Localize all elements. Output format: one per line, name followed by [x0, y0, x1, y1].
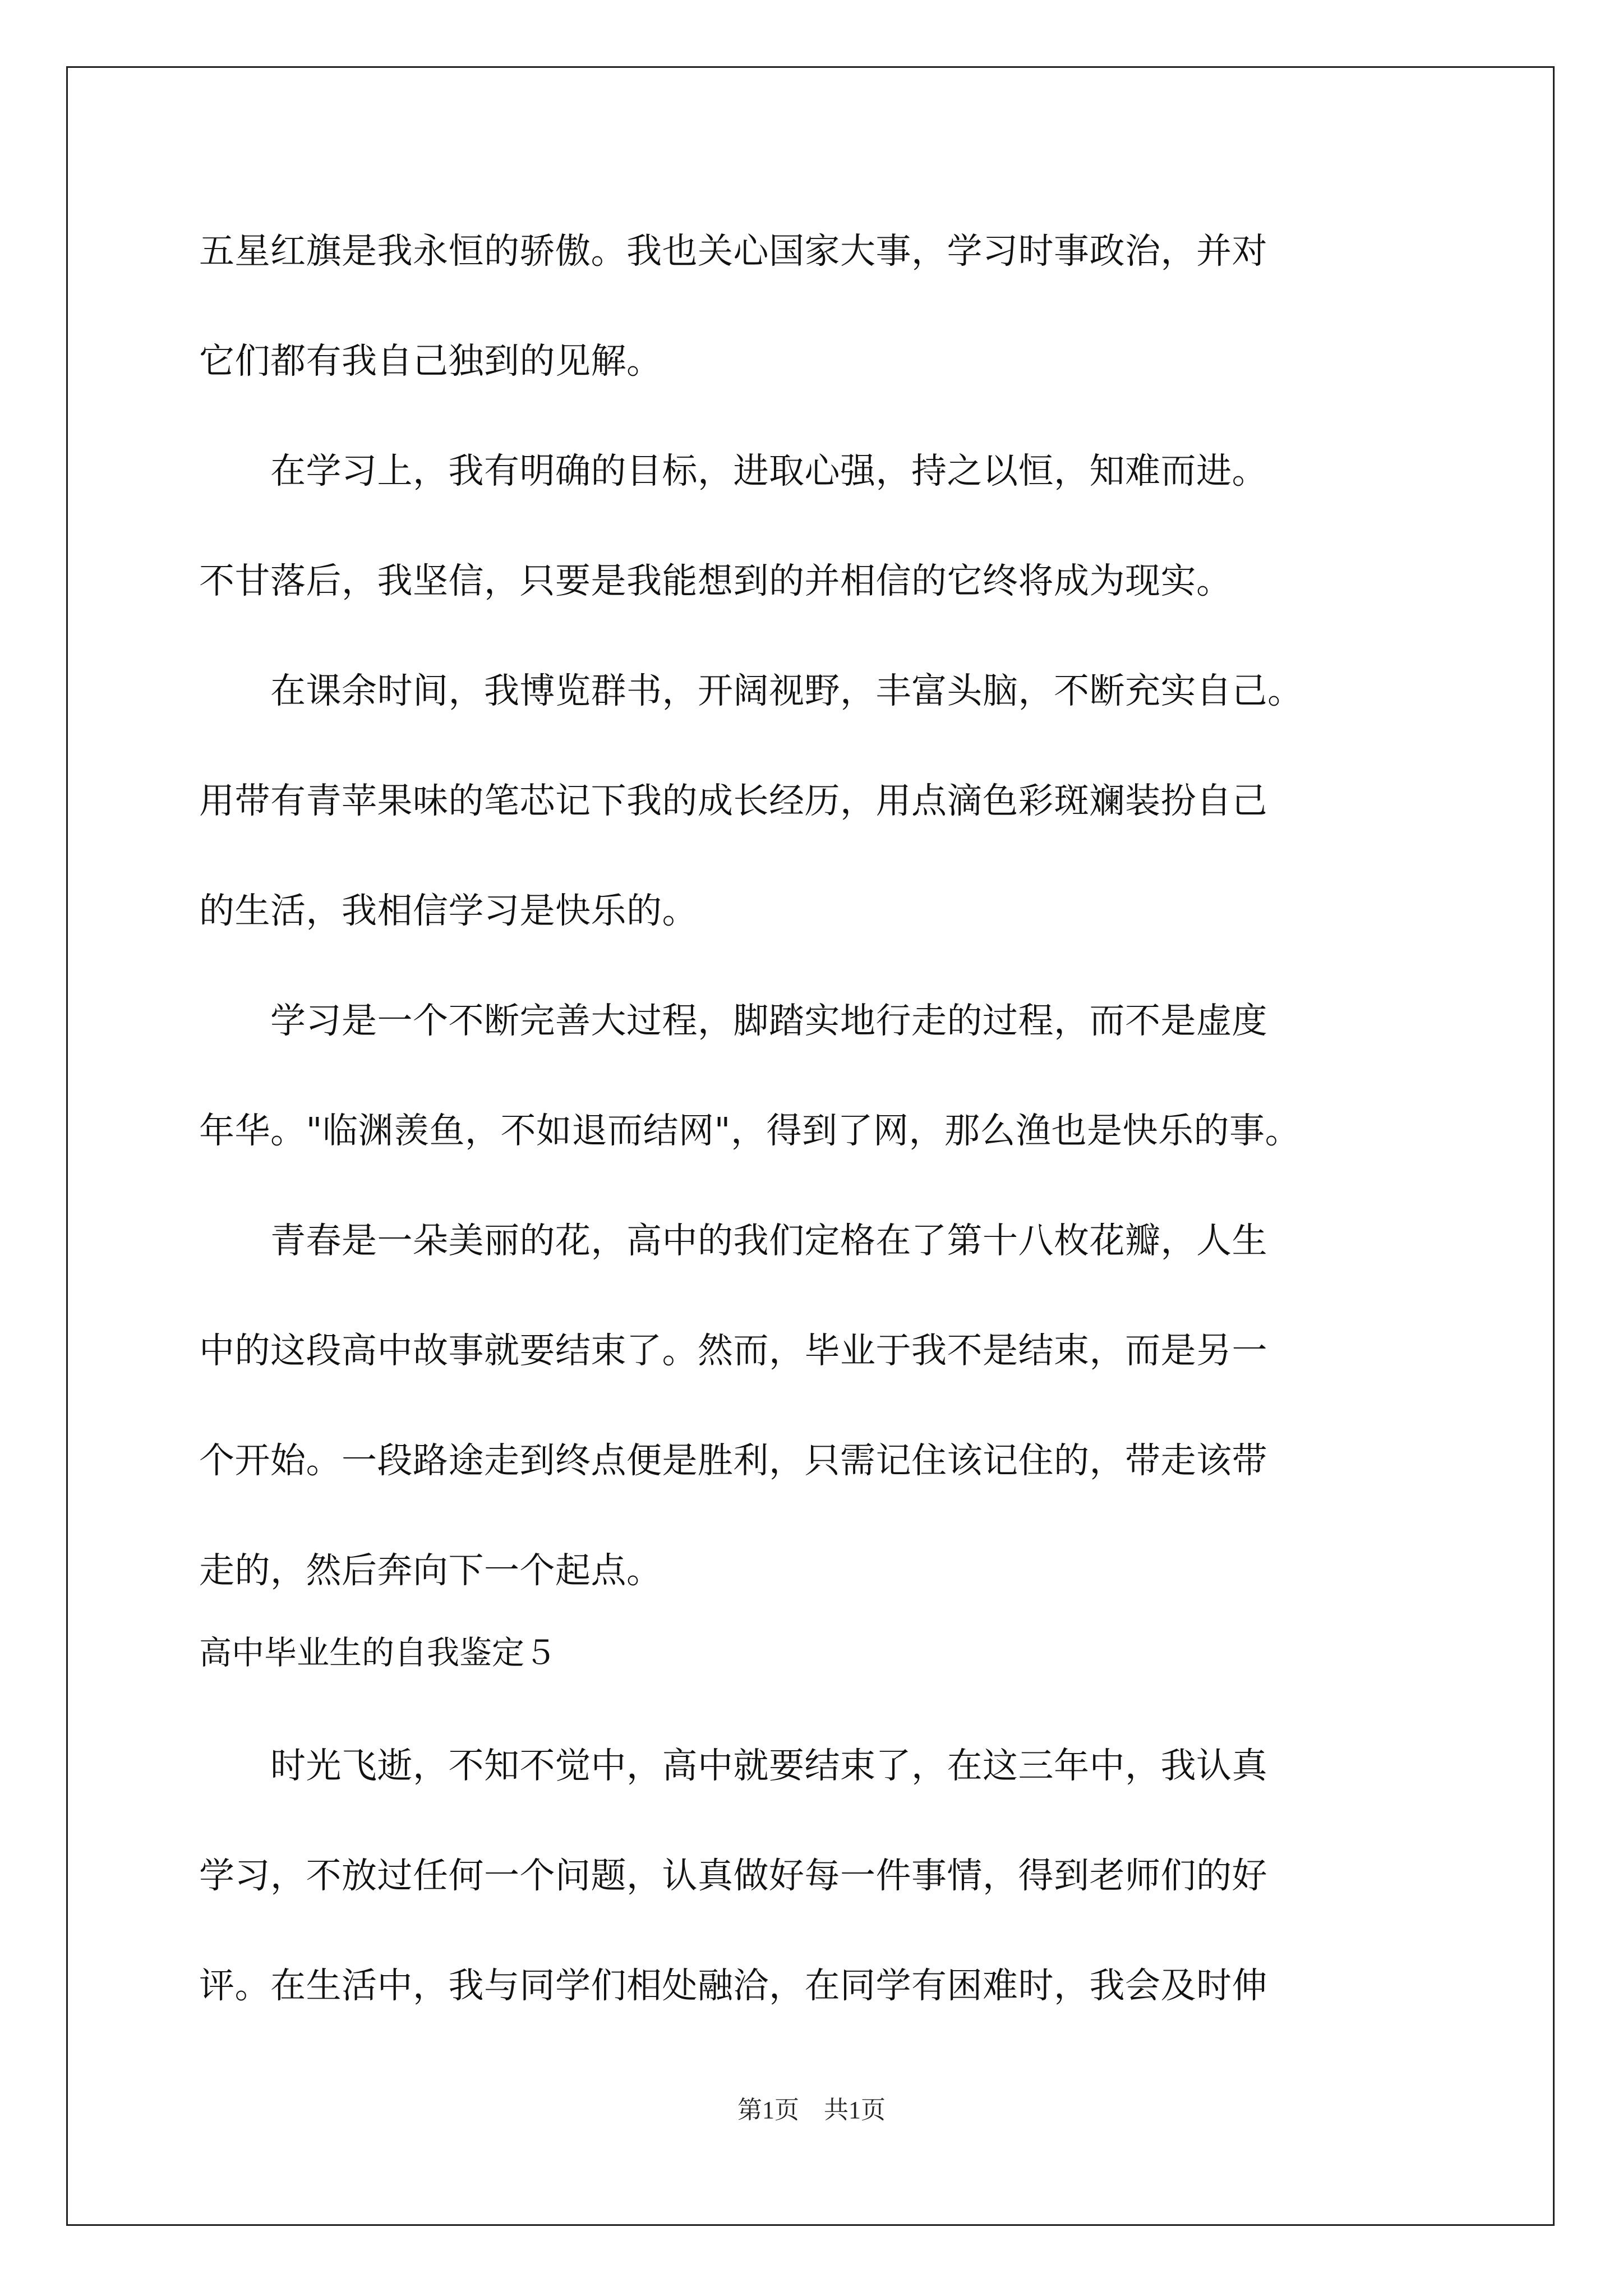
text-line: 个开始。一段路途走到终点便是胜利，只需记住该记住的，带走该带: [199, 1440, 1267, 1481]
text-line: 学习，不放过任何一个问题，认真做好每一件事情，得到老师们的好: [199, 1855, 1267, 1896]
text-line: 年华。"临渊羡鱼，不如退而结网"，得到了网，那么渔也是快乐的事。: [199, 1110, 1301, 1151]
text-line: 的生活，我相信学习是快乐的。: [199, 890, 698, 931]
text-line: 用带有青苹果味的笔芯记下我的成长经历，用点滴色彩斑斓装扮自己: [199, 780, 1267, 821]
text-line: 时光飞逝，不知不觉中，高中就要结束了，在这三年中，我认真: [199, 1745, 1267, 1786]
text-line: 不甘落后，我坚信，只要是我能想到的并相信的它终将成为现实。: [199, 560, 1232, 601]
page-number-footer: 第1页 共1页: [737, 2096, 886, 2124]
section-heading: 高中毕业生的自我鉴定５: [199, 1634, 557, 1672]
text-line: 中的这段高中故事就要结束了。然而，毕业于我不是结束，而是另一: [199, 1330, 1267, 1371]
text-line: 它们都有我自己独到的见解。: [199, 341, 662, 381]
text-line: 在课余时间，我博览群书，开阔视野，丰富头脑，不断充实自己。: [199, 670, 1303, 711]
text-line: 青春是一朵美丽的花，高中的我们定格在了第十八枚花瓣，人生: [199, 1220, 1267, 1261]
text-line: 走的，然后奔向下一个起点。: [199, 1550, 662, 1591]
text-line: 在学习上，我有明确的目标，进取心强，持之以恒，知难而进。: [199, 450, 1267, 491]
text-line: 五星红旗是我永恒的骄傲。我也关心国家大事，学习时事政治，并对: [199, 231, 1267, 272]
text-line: 学习是一个不断完善大过程，脚踏实地行走的过程，而不是虚度: [199, 1000, 1267, 1041]
text-line: 评。在生活中，我与同学们相处融洽，在同学有困难时，我会及时伸: [199, 1965, 1267, 2006]
